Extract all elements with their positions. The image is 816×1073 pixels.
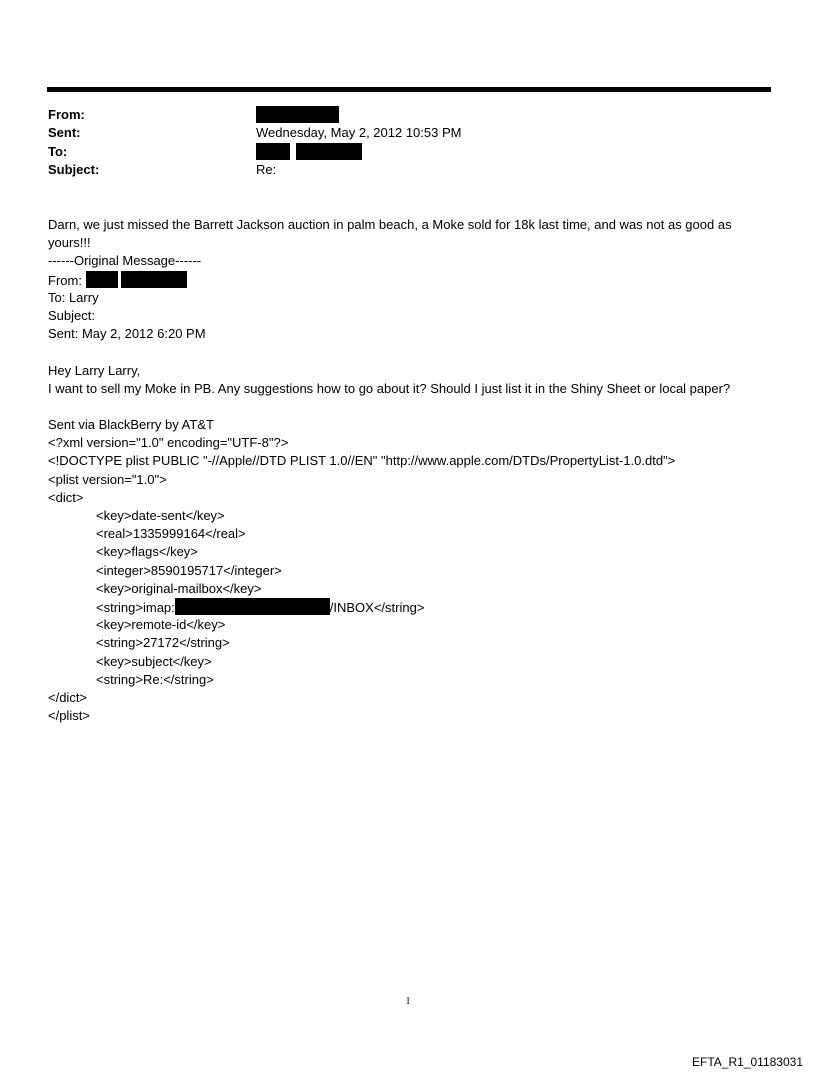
original-from-label: From: <box>48 272 82 288</box>
header-rule <box>47 87 771 92</box>
plist-open: <plist version="1.0"> <box>48 471 167 487</box>
from-value <box>256 106 339 125</box>
sent-value: Wednesday, May 2, 2012 10:53 PM <box>256 125 462 140</box>
string-remote-id: <string>27172</string> <box>96 635 230 651</box>
key-date-sent: <key>date-sent</key> <box>96 508 225 524</box>
redaction-box <box>256 143 290 160</box>
imap-suffix: /INBOX</string> <box>329 599 425 615</box>
real-value: <real>1335999164</real> <box>96 526 246 542</box>
dict-close: </dict> <box>48 689 88 705</box>
key-original-mailbox: <key>original-mailbox</key> <box>96 580 262 596</box>
original-message-separator: ------Original Message------ <box>48 253 202 269</box>
key-subject: <key>subject</key> <box>96 653 212 669</box>
spacer <box>48 343 768 361</box>
imap-prefix: <string>imap: <box>96 599 175 615</box>
message-text: I want to sell my Moke in PB. Any suggestions how to go about it? Should I just list it in the Shiny Sheet or local paper? <box>48 380 731 396</box>
from-label: From: <box>48 107 85 122</box>
sent-label: Sent: <box>48 125 81 140</box>
signature: Sent via BlackBerry by AT&T <box>48 417 214 433</box>
subject-value: Re: <box>256 162 277 177</box>
key-flags: <key>flags</key> <box>96 544 198 560</box>
doctype-line: <!DOCTYPE plist PUBLIC "-//Apple//DTD PLIST 1.0//EN" "http://www.apple.com/DTDs/PropertyList-1.0.dtd"> <box>48 453 676 469</box>
original-subject-line: Subject: <box>48 307 95 323</box>
bates-number: EFTA_R1_01183031 <box>692 1055 803 1069</box>
redaction-box <box>256 106 339 123</box>
redaction-box <box>86 271 118 288</box>
xml-declaration: <?xml version="1.0" encoding="UTF-8"?> <box>48 435 289 451</box>
original-to-line: To: Larry <box>48 289 99 305</box>
page-number: 1 <box>405 996 411 1007</box>
email-body <box>48 216 768 725</box>
original-from-line <box>48 271 768 289</box>
redaction-box <box>121 271 187 288</box>
dict-open: <dict> <box>48 489 84 505</box>
redaction-box <box>296 143 362 160</box>
original-sent-line: Sent: May 2, 2012 6:20 PM <box>48 326 206 342</box>
plist-close: </plist> <box>48 708 90 724</box>
string-subject: <string>Re:</string> <box>96 671 214 687</box>
key-remote-id: <key>remote-id</key> <box>96 617 226 633</box>
to-label: To: <box>48 144 68 159</box>
greeting: Hey Larry Larry, <box>48 362 141 378</box>
reply-text: Darn, we just missed the Barrett Jackson auction in palm beach, a Moke sold for 18k last time, and was not as good as yours!!! <box>48 217 732 251</box>
subject-label: Subject: <box>48 162 100 177</box>
string-imap-line <box>48 598 768 616</box>
integer-value: <integer>8590195717</integer> <box>96 562 282 578</box>
redaction-box <box>175 598 330 615</box>
spacer <box>48 398 768 416</box>
to-value <box>256 143 362 162</box>
